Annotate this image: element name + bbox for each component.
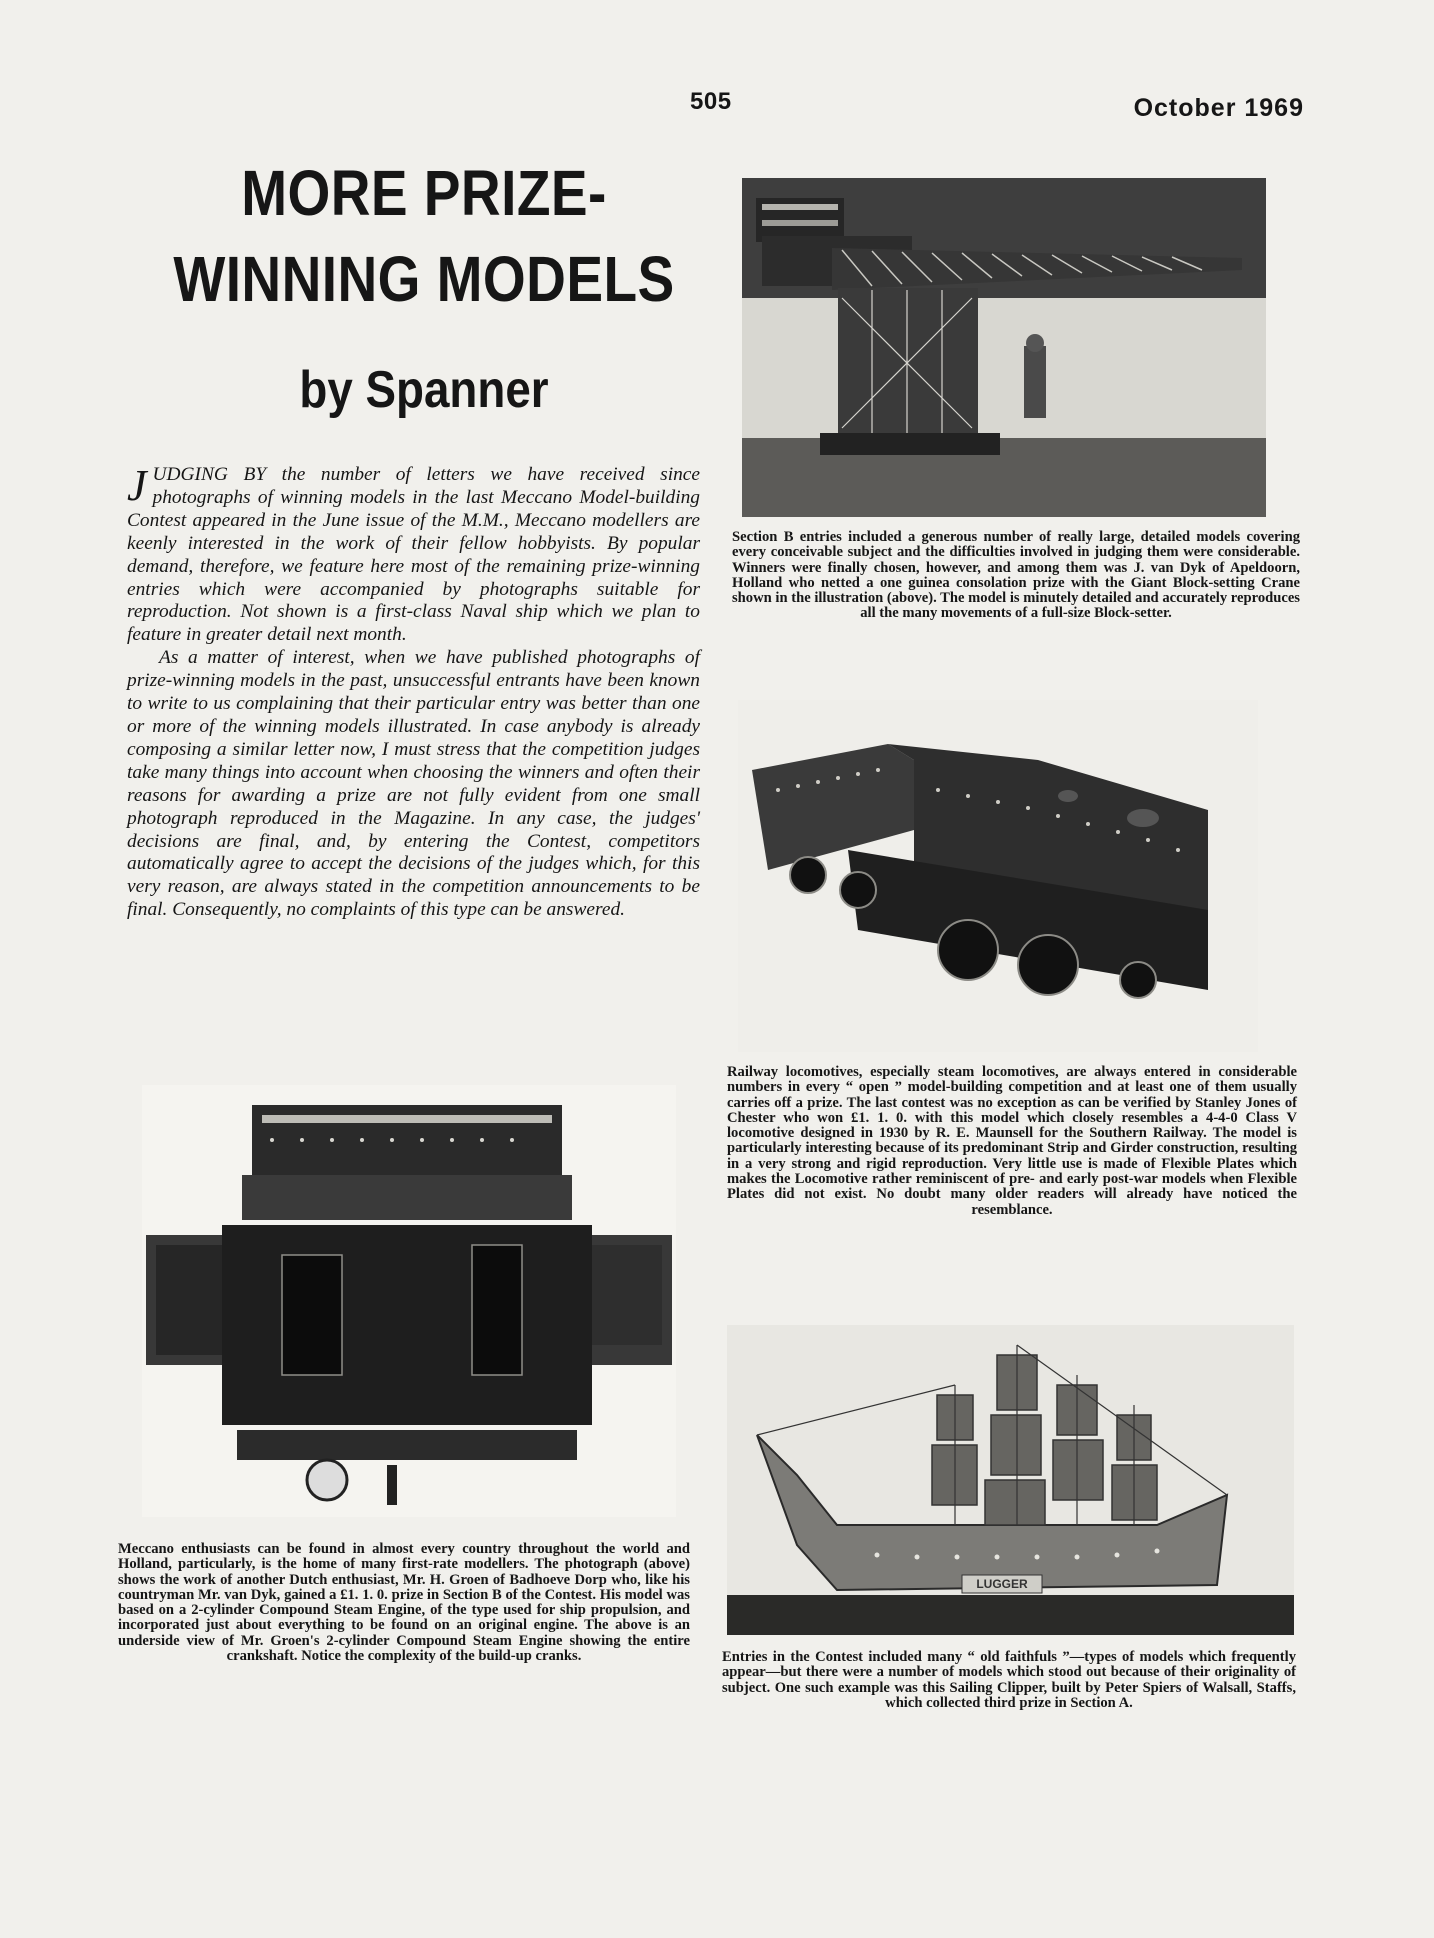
article-title: MORE PRIZE-WINNING MODELS — [173, 157, 675, 315]
clipper-caption: Entries in the Contest included many “ old faithfuls ”—types of models which frequently appear—but there were a number of models which stood out because of their originality of subject. One such example was this Sailing Clipper, built by Peter Spiers of Walsall, Staffs, which collected third prize in Section A. — [722, 1649, 1296, 1711]
crane-caption: Section B entries included a generous number of really large, detailed models covering every conceivable subject and the difficulties involved in judging them were considerable. Winners were finally chosen, however, and among them was J. van Dyk of Apeldoorn, Holland who netted a one guinea consolation prize with the Giant Block-setting Crane shown in the illustration (above). The model is minutely detailed and accurately reproduces all the many movements of a full-size Block-setter. — [732, 529, 1300, 622]
hull-nameplate: LUGGER — [976, 1577, 1028, 1591]
engine-caption: Meccano enthusiasts can be found in almost every country throughout the world and Holland, particularly, is the home of many first-rate modellers. The photograph (above) shows the work of another Dutch enthusiast, Mr. H. Groen of Badhoeve Dorp who, like his countryman Mr. van Dyk, gained a £1. 1. 0. prize in Section B of the Contest. His model was based on a 2-cylinder Compound Steam Engine, of the type used for ship propulsion, and incorporated just about everything to be found on an original engine. The above is an underside view of Mr. Groen's 2-cylinder Compound Steam Engine showing the entire crankshaft. Notice the complexity of the build-up cranks. — [118, 1541, 690, 1665]
page-number: 505 — [690, 88, 732, 115]
locomotive-illustration — [738, 700, 1258, 1052]
intro-paragraph-2: As a matter of interest, when we have published photographs of prize-winning models in the past, unsuccessful entrants have been known to write to us complaining that their particular entry was better than one or more of the winning models illustrated. In case anybody is already composing a similar letter now, I must stress that the competition judges take many things into account when choosing the winners and often their reasons for awarding a prize are not fully evident from one small photograph reproduced in the Magazine. In any case, the judges' decisions are final, and, by entering the Contest, competitors automatically agree to accept the decisions of the judges which, for this very reason, are always stated in the competition announcements to be final. Consequently, no complaints of this type can be answered. — [127, 647, 700, 921]
article-byline: by Spanner — [299, 361, 549, 419]
article-intro — [127, 461, 700, 922]
engine-illustration — [142, 1085, 676, 1517]
locomotive-caption: Railway locomotives, especially steam locomotives, are always entered in considerable numbers in every “ open ” model-building competition and at least one of them usually carries off a prize. The last contest was no exception as can be verified by Stanley Jones of Chester who won £1. 1. 0. with this model which closely resembles a 4-4-0 Class V locomotive designed in 1930 by R. E. Maunsell for the Southern Railway. The model is particularly interesting because of its predominant Strip and Girder construction, resulting in a very strong and rigid reproduction. Very little use is made of Flexible Plates which makes the Locomotive rather reminiscent of pre- and early post-war models when Flexible Plates did not exist. No doubt many older readers will already have noticed the resemblance. — [727, 1064, 1297, 1218]
clipper-illustration — [727, 1325, 1294, 1635]
locomotive-photo — [738, 700, 1258, 1052]
crane-illustration — [742, 178, 1266, 517]
intro-paragraph-1 — [127, 461, 700, 647]
issue-date: October 1969 — [1133, 94, 1304, 122]
engine-photo — [142, 1085, 676, 1517]
clipper-photo — [727, 1325, 1294, 1635]
crane-photo — [742, 178, 1266, 517]
intro-paragraph-1-text: UDGING BY the number of letters we have received since photographs of winning models in the last Meccano Model-building Contest appeared in the June issue of the M.M., Meccano modellers are keenly interested in the work of their fellow hobbyists. By popular demand, therefore, we feature here most of the remaining prize-winning entries which were accompanied by photographs suitable for reproduction. Not shown is a first-class Naval ship which we plan to feature in greater detail next month. — [127, 464, 700, 646]
drop-cap: J — [127, 461, 147, 510]
